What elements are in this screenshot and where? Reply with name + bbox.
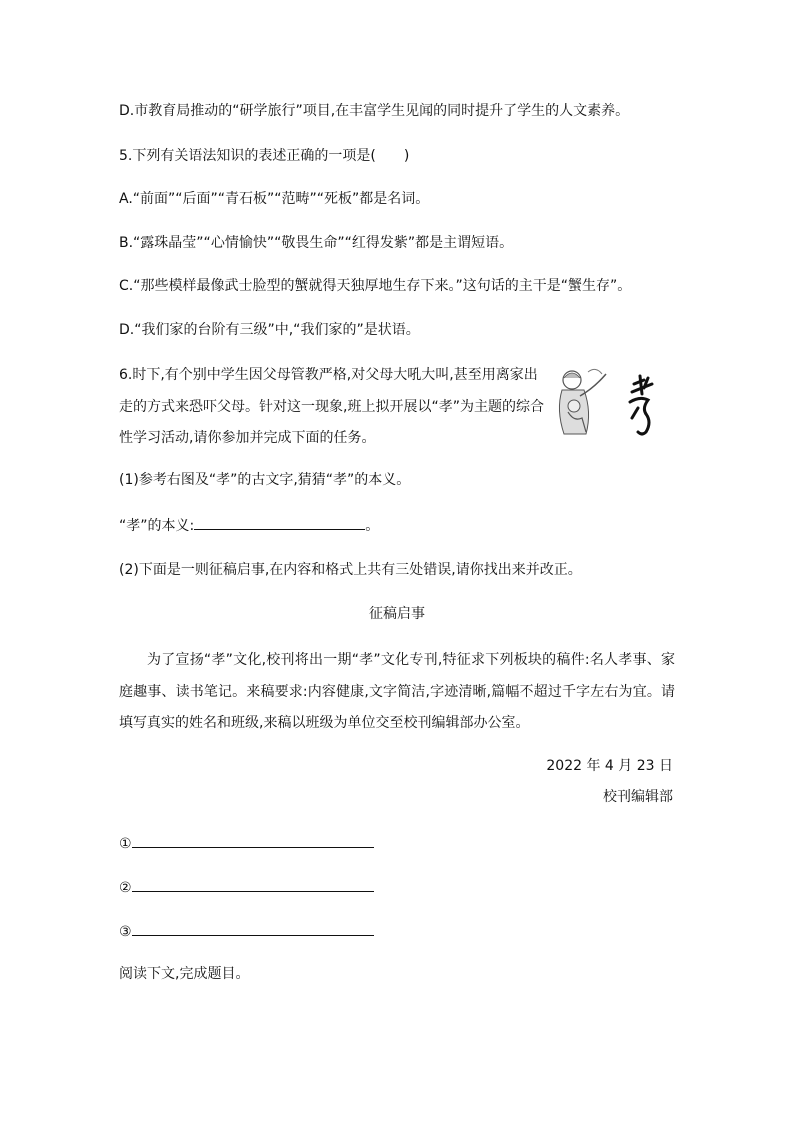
- answer-marker-1: ①: [119, 836, 132, 852]
- notice-date: 2022 年 4 月 23 日: [546, 758, 673, 774]
- notice-title: 征稿启事: [369, 606, 425, 622]
- question-5-option-a: A.“前面”“后面”“青石板”“范畴”“死板”都是名词。: [119, 191, 430, 207]
- question-5-option-c: C.“那些模样最像武士脸型的蟹就得天独厚地生存下来。”这句话的主干是“蟹生存”。: [119, 278, 632, 294]
- reading-instruction: 阅读下文,完成题目。: [119, 966, 250, 982]
- question-6-task-2: (2)下面是一则征稿启事,在内容和格式上共有三处错误,请你找出来并改正。: [119, 562, 582, 578]
- answer-end-punctuation: 。: [365, 518, 380, 534]
- question-6-task-1-answer: [119, 514, 379, 536]
- question-5-option-b: B.“露珠晶莹”“心情愉快”“敬畏生命”“红得发紫”都是主谓短语。: [119, 235, 514, 251]
- answer-blank[interactable]: [194, 514, 365, 530]
- answer-label: “孝”的本义:: [119, 518, 195, 534]
- question-5-stem: 5.下列有关语法知识的表述正确的一项是( ): [119, 148, 410, 164]
- question-6-task-1: (1)参考右图及“孝”的古文字,猜猜“孝”的本义。: [119, 472, 411, 488]
- notice-signature: 校刊编辑部: [603, 789, 673, 805]
- answer-line-3: [119, 920, 374, 942]
- answer-marker-3: ③: [119, 924, 132, 940]
- option-d-previous: D.市教育局推动的“研学旅行”项目,在丰富学生见闻的同时提升了学生的人文素养。: [119, 103, 630, 119]
- answer-blank-3[interactable]: [132, 920, 374, 936]
- filial-piety-illustration: [550, 362, 670, 442]
- answer-line-2: [119, 876, 374, 898]
- notice-body: 为了宣扬“孝”文化,校刊将出一期“孝”文化专刊,特征求下列板块的稿件:名人孝事、家庭趣事、读书笔记。来稿要求:内容健康,文字简洁,字迹清晰,篇幅不超过千字左右为宜。请填写真实的姓名和班级,来稿以班级为单位交至校刊编辑部办公室。: [119, 652, 675, 731]
- answer-line-1: [119, 832, 374, 854]
- answer-blank-1[interactable]: [132, 832, 374, 848]
- filial-piety-figure-icon: [550, 362, 670, 442]
- answer-marker-2: ②: [119, 880, 132, 896]
- question-6-stem: 6.时下,有个别中学生因父母管教严格,对父母大吼大叫,甚至用离家出走的方式来恐吓父母。针对这一现象,班上拟开展以“孝”为主题的综合性学习活动,请你参加并完成下面的任务。: [119, 367, 544, 446]
- question-5-option-d: D.“我们家的台阶有三级”中,“我们家的”是状语。: [119, 322, 420, 338]
- answer-blank-2[interactable]: [132, 876, 374, 892]
